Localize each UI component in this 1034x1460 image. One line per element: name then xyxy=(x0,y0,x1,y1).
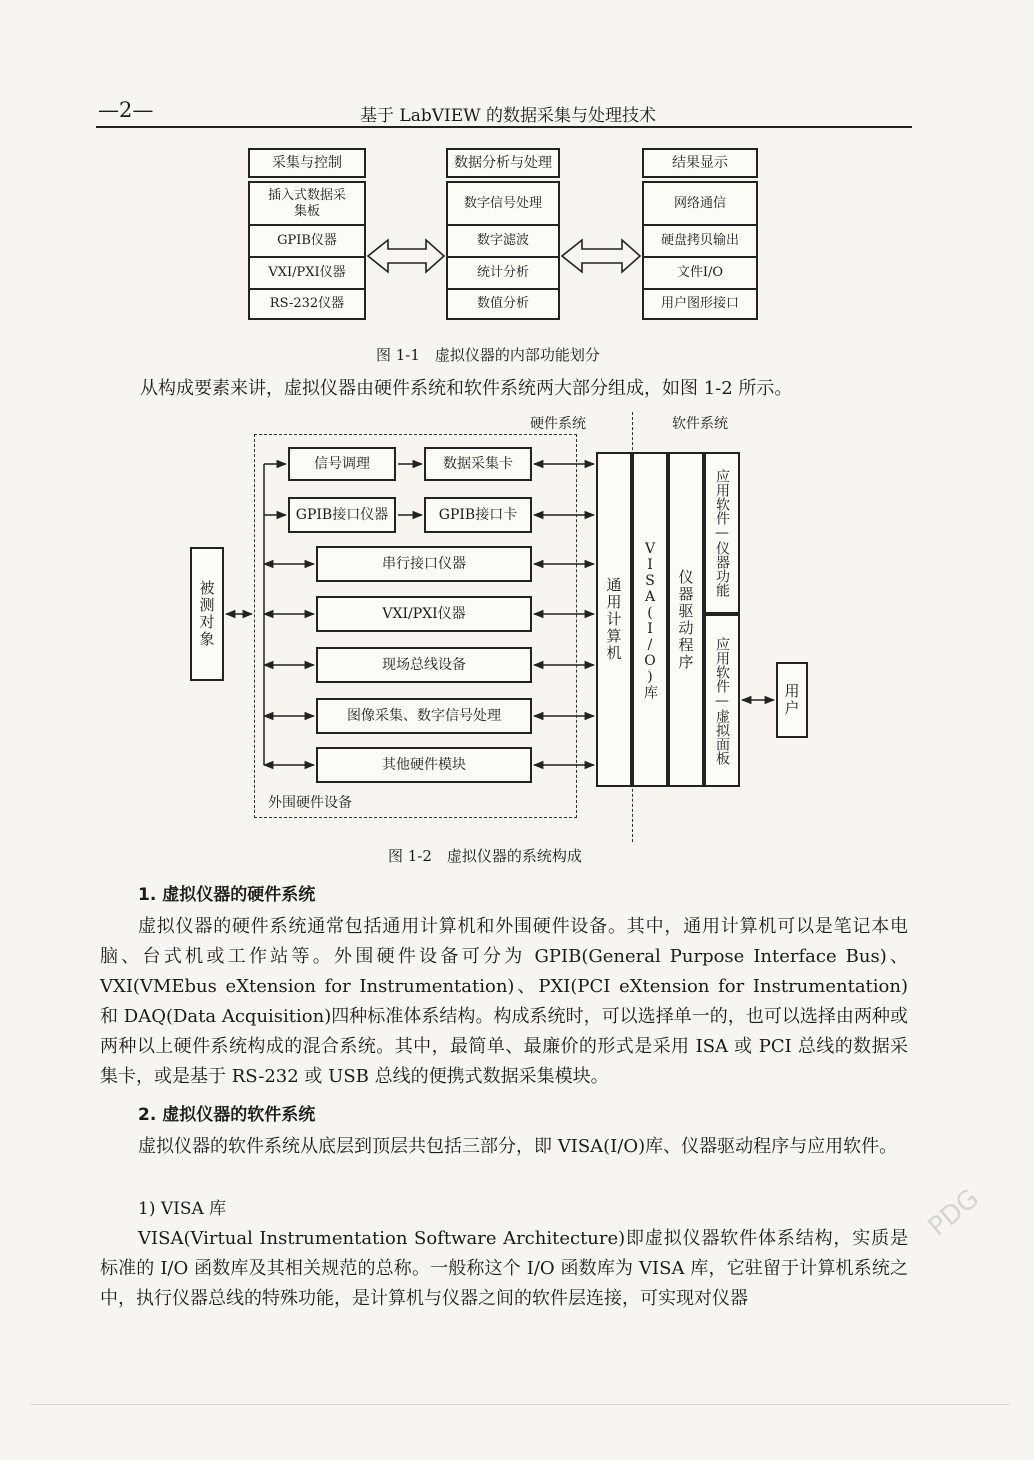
instrument-driver-label: 仪器驱动程序 xyxy=(676,568,695,671)
visa-subheading: 1) VISA 库 xyxy=(138,1199,227,1219)
scan-edge-line xyxy=(30,1404,1010,1405)
signal-conditioning-box: 信号调理 xyxy=(288,447,396,481)
hardware-system-label: 硬件系统 xyxy=(530,416,586,432)
software-system-label: 软件系统 xyxy=(672,416,728,432)
visa-library-label: VISA(I/O)库 xyxy=(642,540,658,699)
fieldbus-box: 现场总线设备 xyxy=(316,647,532,683)
acq-item-vxi-pxi: VXI/PXI仪器 xyxy=(250,258,364,290)
section-1-paragraph: 虚拟仪器的硬件系统通常包括通用计算机和外围硬件设备。其中，通用计算机可以是笔记本电脑、台式机或工作站等。外围硬件设备可分为 GPIB(General Purpose Interface Bus)、VXI(VMEbus eXtension for Instrumentation)、PXI(PCI eXtension for Instrumentation) 和 DAQ(Data Acquisition)四种标准体系结构。构成系统时，可以选择单一的，也可以选择由两种或两种以上硬件系统构成的混合系统。其中，最简单、最廉价的形式是采用 ISA 或 PCI 总线的数据采集卡，或是基于 RS-232 或 USB 总线的便携式数据采集模块。 xyxy=(100,916,908,1087)
running-header-title: 基于 LabVIEW 的数据采集与处理技术 xyxy=(360,106,656,126)
peripheral-hardware-label: 外围硬件设备 xyxy=(268,795,352,811)
acquisition-title-box: 采集与控制 xyxy=(248,148,366,178)
section-2-paragraph: 虚拟仪器的软件系统从底层到顶层共包括三部分，即 VISA(I/O)库、仪器驱动程序与应用软件。 xyxy=(138,1136,898,1157)
daq-card-box: 数据采集卡 xyxy=(424,447,532,481)
acq-item-gpib: GPIB仪器 xyxy=(250,226,364,258)
ana-item-dsp: 数字信号处理 xyxy=(448,183,558,226)
app-function-label: 应用软件—仪器功能 xyxy=(714,469,730,597)
display-title-box: 结果显示 xyxy=(642,148,758,178)
gpib-instrument-box: GPIB接口仪器 xyxy=(288,497,396,533)
intro-sentence: 从构成要素来讲，虚拟仪器由硬件系统和软件系统两大部分组成，如图 1-2 所示。 xyxy=(140,378,793,399)
analysis-title-box: 数据分析与处理 xyxy=(446,148,560,178)
pdg-watermark: PDG xyxy=(922,1183,985,1243)
image-dsp-box: 图像采集、数字信号处理 xyxy=(316,698,532,734)
user-label: 用户 xyxy=(782,683,801,717)
page-number: —2— xyxy=(98,98,154,122)
acq-item-rs232: RS-232仪器 xyxy=(269,296,345,311)
section-2-heading: 2. 虚拟仪器的软件系统 xyxy=(138,1105,316,1125)
vxi-pxi-box: VXI/PXI仪器 xyxy=(316,596,532,632)
general-computer-label: 通用计算机 xyxy=(604,577,623,662)
device-under-test-label: 被测对象 xyxy=(197,580,216,648)
acq-item-daq-board: 插入式数据采集板 xyxy=(250,183,364,226)
figure-1-2-caption: 图 1-2 虚拟仪器的系统构成 xyxy=(388,847,582,865)
ana-item-numeric: 数值分析 xyxy=(476,296,529,311)
ana-item-filter: 数字滤波 xyxy=(448,226,558,258)
disp-item-network: 网络通信 xyxy=(644,183,756,226)
figure-1-1-caption: 图 1-1 虚拟仪器的内部功能划分 xyxy=(376,346,600,364)
disp-item-file-io: 文件I/O xyxy=(644,258,756,290)
section-1-heading: 1. 虚拟仪器的硬件系统 xyxy=(138,885,316,905)
disp-item-hardcopy: 硬盘拷贝输出 xyxy=(644,226,756,258)
ana-item-statistics: 统计分析 xyxy=(448,258,558,290)
visa-paragraph: VISA(Virtual Instrumentation Software Architecture)即虚拟仪器软件体系结构，实质是标准的 I/O 函数库及其相关规范的总称。一般称这个 I/O 函数库为 VISA 库，它驻留于计算机系统之中，执行仪器总线的特殊功能，是计算机与仪器之间的软件层连接，可实现对仪器 xyxy=(100,1228,908,1309)
serial-instrument-box: 串行接口仪器 xyxy=(316,546,532,582)
disp-item-gui: 用户图形接口 xyxy=(660,296,739,311)
gpib-card-box: GPIB接口卡 xyxy=(424,497,532,533)
app-panel-label: 应用软件—虚拟面板 xyxy=(714,636,730,765)
other-hardware-box: 其他硬件模块 xyxy=(316,747,532,783)
